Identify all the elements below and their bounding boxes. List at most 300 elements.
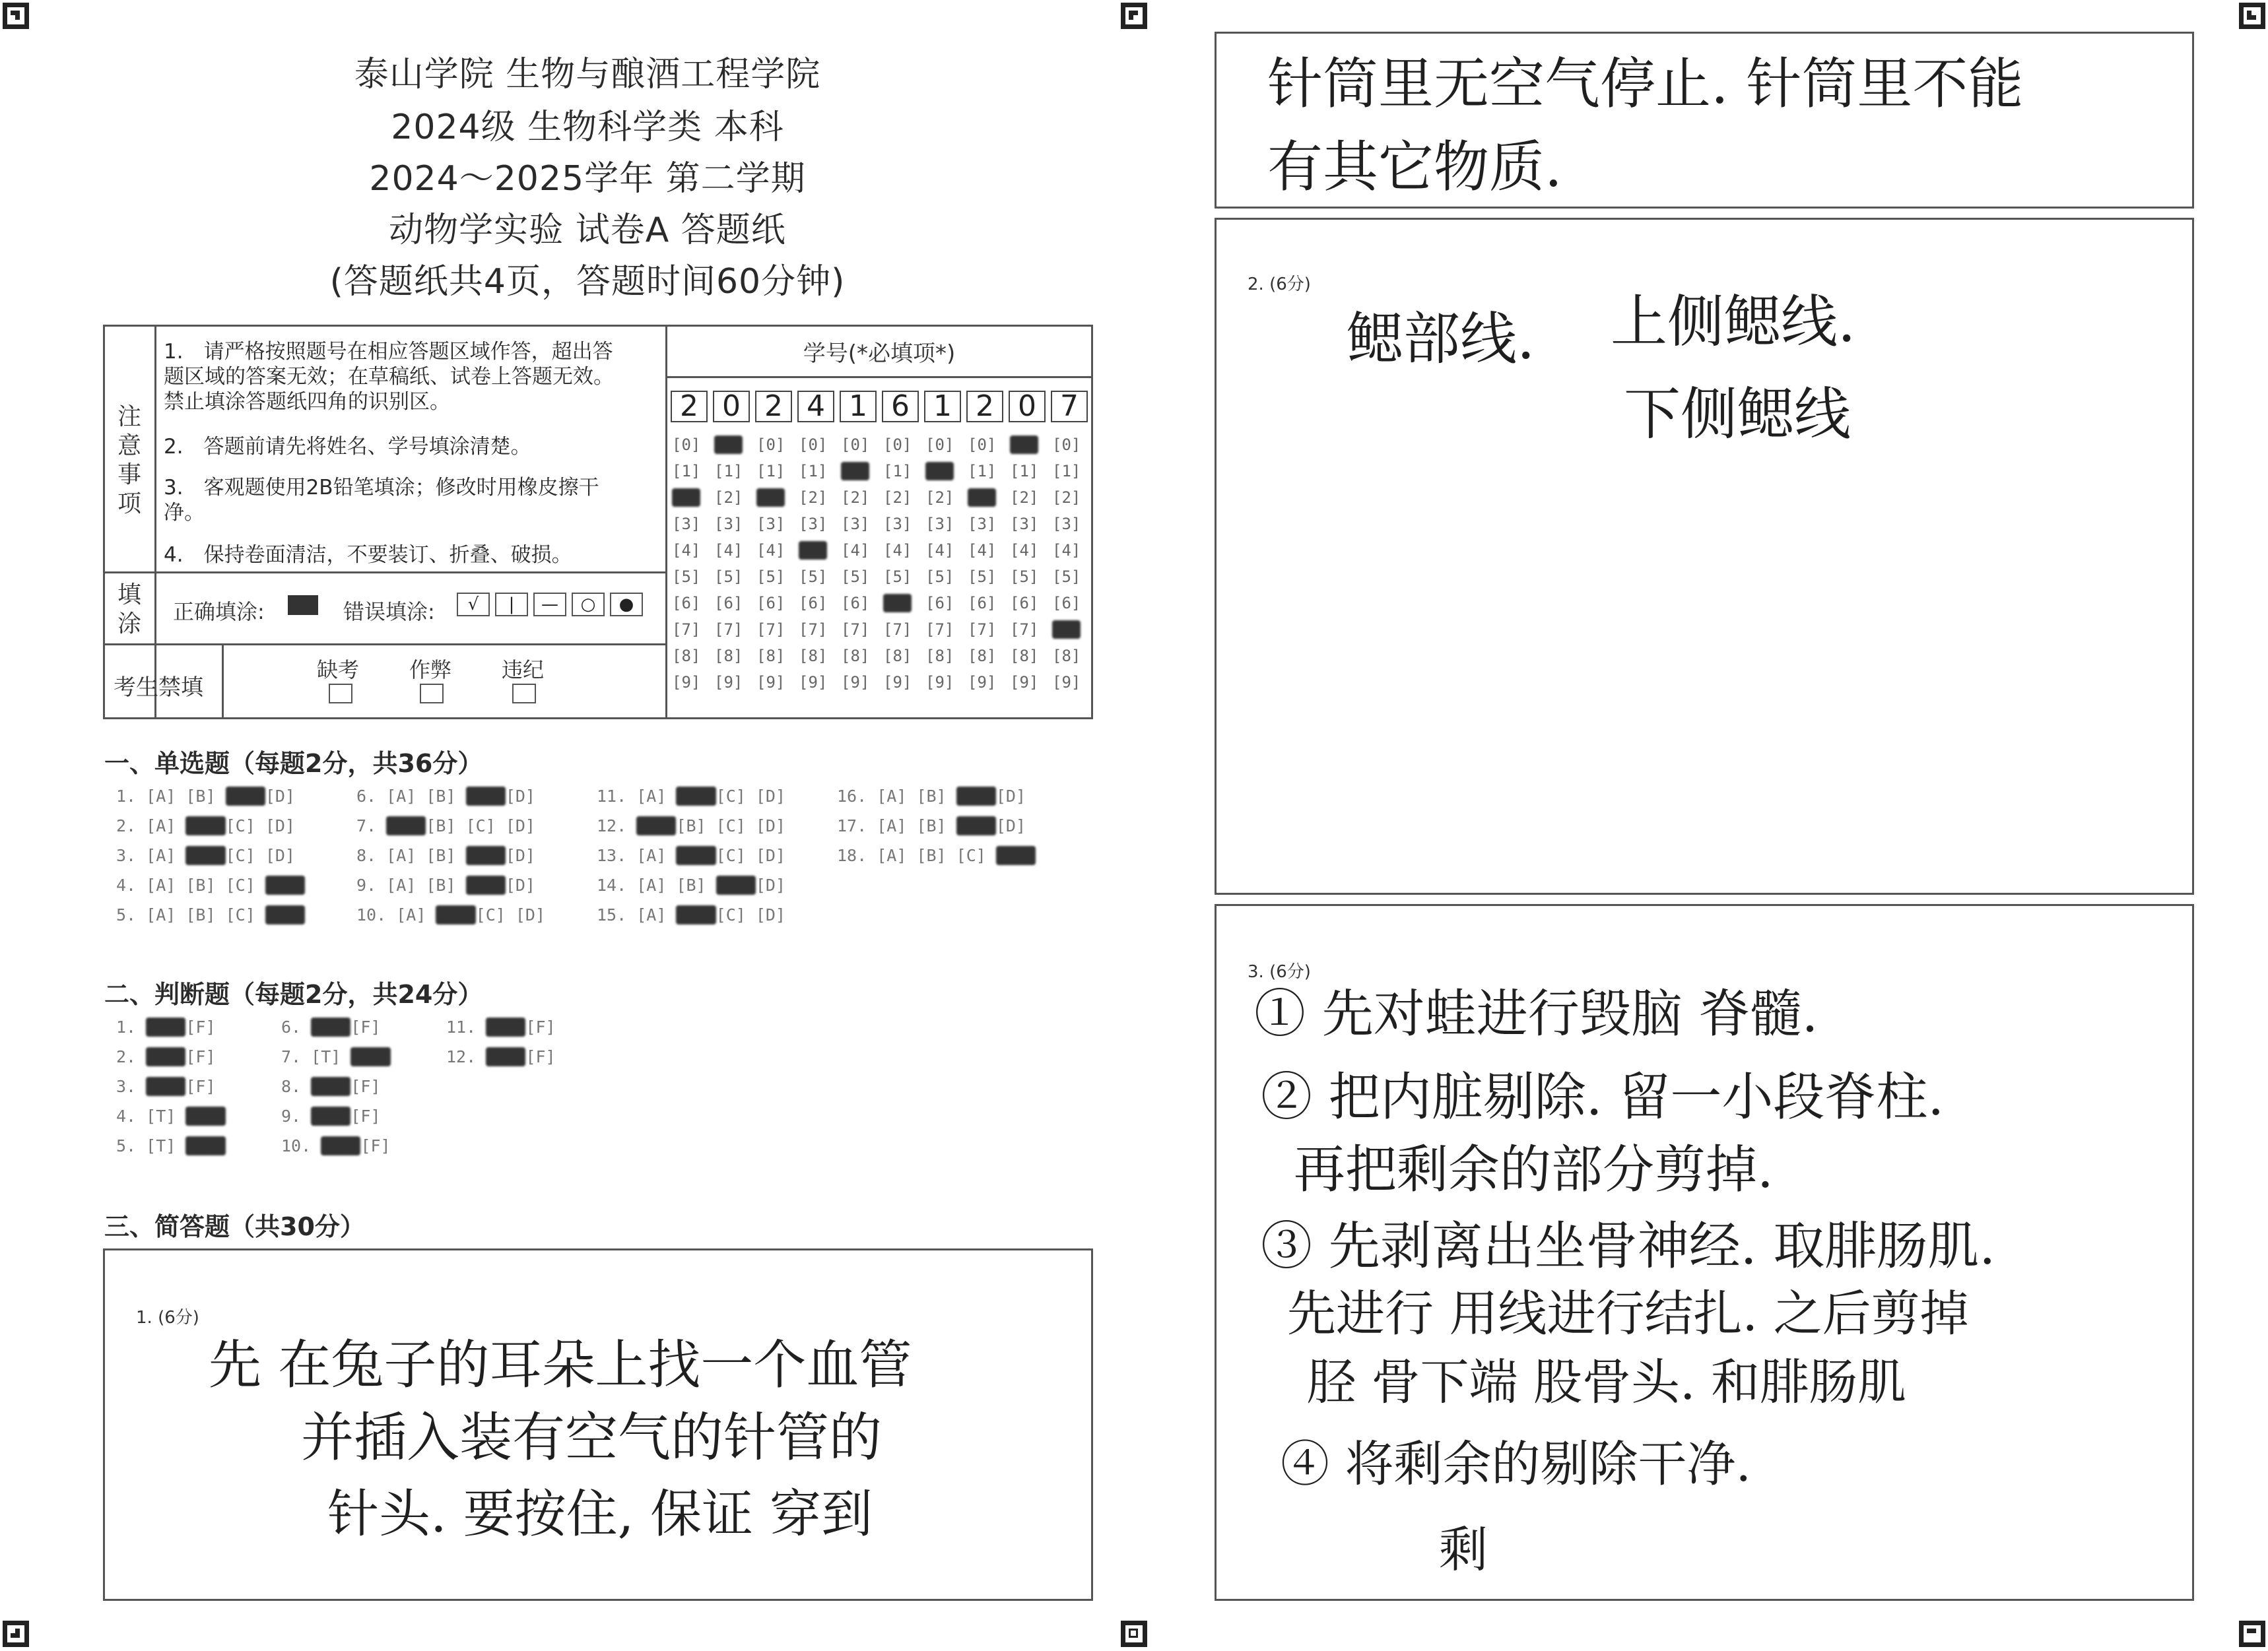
correct-fill-example	[288, 595, 318, 615]
answer-bubble-a: [A]	[386, 787, 426, 806]
notes-item-4: 4. 保持卷面清洁，不要装订、折叠、破损。	[164, 543, 572, 567]
answer-bubble-a: [A]	[636, 787, 677, 806]
single-choice-question	[116, 816, 305, 835]
wrong-fill-label: 错误填涂:	[343, 599, 435, 624]
id-bubble: [8]	[968, 647, 997, 665]
answer-bubble-t: [T]	[311, 1018, 351, 1037]
answer-bubble-d: [D]	[265, 846, 306, 865]
id-bubble: [8]	[714, 647, 743, 665]
id-bubble: [6]	[799, 594, 828, 612]
answer-bubble-a: [A]	[396, 905, 436, 924]
registration-mark-top-right	[2239, 3, 2265, 29]
judgement-question	[116, 1018, 226, 1037]
id-bubble: [5]	[1052, 567, 1081, 586]
answer-bubble-a: [A]	[877, 816, 917, 835]
answer-bubble-f: [F]	[185, 1018, 226, 1037]
question-number: 12.	[597, 816, 637, 835]
answer-bubble-c: [C]	[225, 876, 265, 895]
answer-bubble-d: [D]	[515, 905, 556, 924]
answer-bubble-c: [C]	[956, 816, 996, 835]
answer-bubble-d: [D]	[755, 816, 796, 835]
id-bubble: [9]	[1052, 673, 1081, 692]
id-bubble: [7]	[714, 620, 743, 639]
answer-bubble-d: [D]	[505, 846, 546, 865]
answer-bubble-f: [F]	[350, 1077, 391, 1096]
student-id-digit: 4	[797, 391, 834, 422]
question-number: 6.	[281, 1018, 312, 1037]
id-bubble: [7]	[841, 620, 870, 639]
id-bubble: [1]	[756, 462, 785, 480]
q1-handwriting-line-1: 先 在兔子的耳朵上找一个血管	[209, 1334, 912, 1396]
id-bubble: [2]	[714, 488, 743, 507]
answer-bubble-b: [B]	[185, 787, 226, 806]
id-bubble: [3]	[714, 515, 743, 533]
answer-bubble-a: [A]	[386, 846, 426, 865]
answer-bubble-a: [A]	[146, 905, 186, 924]
id-bubble: [9]	[756, 673, 785, 692]
id-bubble: [7]	[968, 620, 997, 639]
q1-handwriting-line-3: 针头. 要按住, 保证 穿到	[327, 1485, 873, 1544]
id-bubble: [2]	[672, 488, 701, 507]
answer-bubble-a: [A]	[636, 846, 677, 865]
q3-handwriting-line-2: ② 把内脏剔除. 留一小段脊柱.	[1261, 1068, 1945, 1127]
answer-bubble-b: [B]	[676, 816, 716, 835]
id-bubble: [8]	[925, 647, 954, 665]
student-id-digit: 2	[755, 391, 792, 422]
answer-bubble-a: [A]	[146, 816, 186, 835]
judgement-question	[281, 1047, 391, 1066]
answer-bubble-c: [C]	[225, 787, 265, 806]
id-bubble: [3]	[925, 515, 954, 533]
school-title: 泰山学院 生物与酿酒工程学院	[354, 55, 821, 94]
answer-bubble-d: [D]	[265, 876, 306, 895]
id-bubble: [7]	[925, 620, 954, 639]
id-bubble: [8]	[1052, 647, 1081, 665]
id-bubble: [0]	[714, 436, 743, 454]
answer-bubble-b: [B]	[185, 846, 226, 865]
id-bubble: [6]	[883, 594, 912, 612]
answer-bubble-c: [C]	[225, 816, 265, 835]
id-bubble: [4]	[925, 541, 954, 560]
id-bubble: [1]	[841, 462, 870, 480]
absent-checkbox	[329, 684, 352, 703]
question-number: 3.	[116, 846, 147, 865]
question-number: 3.	[116, 1077, 147, 1096]
answer-bubble-b: [B]	[426, 816, 466, 835]
answer-bubble-c: [C]	[465, 876, 506, 895]
q3-handwriting-line-4: ③ 先剥离出坐骨神经. 取腓肠肌.	[1261, 1217, 1996, 1276]
registration-mark-top-center	[1121, 3, 1147, 29]
id-bubble: [8]	[756, 647, 785, 665]
id-bubble: [0]	[756, 436, 785, 454]
notes-item-2: 2. 答题前请先将姓名、学号填涂清楚。	[164, 435, 531, 459]
id-bubble: [3]	[799, 515, 828, 533]
id-bubble: [4]	[756, 541, 785, 560]
question-number: 14.	[597, 876, 637, 895]
answer-bubble-d: [D]	[995, 816, 1036, 835]
student-id-label: 学号(*必填项*)	[803, 340, 956, 367]
question-number: 11.	[446, 1018, 486, 1037]
answer-bubble-c: [C]	[716, 816, 756, 835]
id-bubble: [9]	[841, 673, 870, 692]
judgement-answers	[116, 1018, 1093, 1169]
student-id-digit: 7	[1051, 391, 1088, 422]
judgement-question	[446, 1018, 566, 1037]
single-choice-question	[356, 846, 545, 865]
id-bubble: [1]	[1052, 462, 1081, 480]
id-bubble: [9]	[883, 673, 912, 692]
answer-bubble-f: [F]	[525, 1018, 566, 1037]
wrong-symbol-bar: |	[495, 593, 528, 616]
answer-bubble-t: [T]	[486, 1018, 526, 1037]
notes-label: 注意事项	[117, 403, 141, 517]
forbidden-cheat-label: 作弊	[409, 657, 452, 682]
answer-bubble-d: [D]	[505, 816, 546, 835]
q2-handwriting-line-2: 上侧鳃线.	[1611, 289, 1856, 355]
answer-bubble-b: [B]	[676, 787, 716, 806]
id-bubble: [9]	[672, 673, 701, 692]
judgement-question	[116, 1136, 226, 1155]
question-number: 12.	[446, 1047, 486, 1066]
question-number: 4.	[116, 1107, 147, 1126]
registration-mark-bottom-center	[1121, 1621, 1147, 1647]
id-bubble: [9]	[1010, 673, 1039, 692]
id-bubble: [1]	[925, 462, 954, 480]
id-bubble: [2]	[1052, 488, 1081, 507]
short-answer-title: 三、简答题（共30分）	[104, 1212, 365, 1241]
single-choice-question	[837, 787, 1036, 806]
id-bubble: [0]	[883, 436, 912, 454]
grade-title: 2024级 生物科学类 本科	[391, 108, 784, 147]
q3-handwriting-line-3: 再把剩余的部分剪掉.	[1294, 1140, 1774, 1200]
id-bubble: [5]	[925, 567, 954, 586]
q1-cont-handwriting-line-2: 有其它物质.	[1267, 135, 1562, 199]
id-bubble: [1]	[672, 462, 701, 480]
id-bubble: [9]	[925, 673, 954, 692]
id-bubble: [3]	[968, 515, 997, 533]
student-id-digit: 0	[713, 391, 750, 422]
answer-bubble-b: [B]	[916, 787, 956, 806]
single-choice-question	[597, 846, 795, 865]
answer-bubble-f: [F]	[350, 1018, 391, 1037]
q1-cont-handwriting-line-1: 针筒里无空气停止. 针筒里不能	[1267, 51, 2024, 116]
id-bubble: [3]	[672, 515, 701, 533]
id-bubble: [6]	[672, 594, 701, 612]
term-title: 2024～2025学年 第二学期	[369, 159, 806, 199]
answer-bubble-f: [F]	[350, 1047, 391, 1066]
judgement-question	[116, 1107, 226, 1126]
id-bubble: [1]	[968, 462, 997, 480]
id-bubble: [9]	[799, 673, 828, 692]
answer-bubble-a: [A]	[877, 846, 917, 865]
question-number: 16.	[837, 787, 877, 806]
answer-bubble-d: [D]	[265, 905, 306, 924]
question-number: 1.	[116, 1018, 147, 1037]
id-bubble: [7]	[883, 620, 912, 639]
id-bubble: [0]	[841, 436, 870, 454]
violation-checkbox	[512, 684, 536, 703]
id-bubble: [1]	[714, 462, 743, 480]
id-bubble: [5]	[672, 567, 701, 586]
single-choice-question	[597, 816, 795, 835]
q1-handwriting-line-2: 并插入装有空气的针管的	[301, 1407, 882, 1468]
answer-bubble-d: [D]	[755, 876, 796, 895]
judgement-question	[116, 1077, 226, 1096]
answer-bubble-t: [T]	[321, 1136, 361, 1155]
id-bubble: [4]	[968, 541, 997, 560]
q2-handwriting-line-1: 鳃部线.	[1347, 306, 1535, 372]
notes-item-1: 1. 请严格按照题号在相应答题区域作答，超出答题区域的答案无效；在草稿纸、试卷上答题无效。禁止填涂答题纸四角的识别区。	[164, 340, 614, 414]
correct-fill-label: 正确填涂:	[173, 599, 265, 624]
question-number: 11.	[597, 787, 637, 806]
wrong-symbol-dash: —	[533, 593, 566, 616]
question-number: 13.	[597, 846, 637, 865]
id-bubble: [3]	[883, 515, 912, 533]
answer-bubble-a: [A]	[636, 876, 677, 895]
id-bubble: [6]	[841, 594, 870, 612]
id-bubble: [4]	[1052, 541, 1081, 560]
answer-bubble-b: [B]	[916, 846, 956, 865]
id-bubble: [5]	[883, 567, 912, 586]
judgement-question	[281, 1136, 401, 1155]
student-id-digit: 2	[966, 391, 1003, 422]
student-id-digit: 2	[671, 391, 708, 422]
question-number: 6.	[356, 787, 387, 806]
notes-item-3: 3. 客观题使用2B铅笔填涂；修改时用橡皮擦干净。	[164, 476, 599, 525]
id-bubble: [1]	[883, 462, 912, 480]
answer-bubble-c: [C]	[225, 905, 265, 924]
answer-bubble-t: [T]	[311, 1107, 351, 1126]
answer-bubble-b: [B]	[185, 816, 226, 835]
question-number: 9.	[356, 876, 387, 895]
id-bubble: [6]	[925, 594, 954, 612]
question-number: 18.	[837, 846, 877, 865]
q1-label: 1. (6分)	[136, 1308, 199, 1328]
wrong-fill-examples	[457, 593, 655, 619]
q2-label: 2. (6分)	[1248, 275, 1311, 294]
id-bubble: [4]	[799, 541, 828, 560]
answer-bubble-d: [D]	[995, 787, 1036, 806]
question-number: 4.	[116, 876, 147, 895]
answer-bubble-t: [T]	[146, 1047, 186, 1066]
answer-bubble-b: [B]	[426, 876, 466, 895]
single-choice-question	[116, 876, 305, 895]
student-id-bubbles	[669, 436, 1092, 706]
id-bubble: [6]	[756, 594, 785, 612]
single-choice-question	[597, 787, 795, 806]
exam-subtitle: (答题纸共4页，答题时间60分钟)	[329, 262, 846, 302]
id-bubble: [5]	[1010, 567, 1039, 586]
id-bubble: [8]	[1010, 647, 1039, 665]
answer-bubble-c: [C]	[465, 787, 506, 806]
answer-bubble-c: [C]	[225, 846, 265, 865]
judgement-question	[281, 1018, 391, 1037]
answer-bubble-d: [D]	[995, 846, 1036, 865]
single-choice-question	[116, 905, 305, 924]
id-bubble: [4]	[841, 541, 870, 560]
id-bubble: [7]	[672, 620, 701, 639]
answer-bubble-f: [F]	[185, 1107, 226, 1126]
single-choice-question	[356, 905, 555, 924]
single-choice-question	[356, 816, 545, 835]
answer-bubble-t: [T]	[146, 1107, 186, 1126]
registration-mark-top-left	[3, 3, 29, 29]
q3-handwriting-line-7: ④ 将剩余的剔除干净.	[1281, 1436, 1752, 1493]
id-bubble: [8]	[883, 647, 912, 665]
judgement-question	[281, 1077, 391, 1096]
id-bubble: [7]	[799, 620, 828, 639]
answer-bubble-a: [A]	[386, 876, 426, 895]
id-bubble: [5]	[968, 567, 997, 586]
registration-mark-bottom-left	[3, 1621, 29, 1647]
id-bubble: [4]	[672, 541, 701, 560]
forbidden-violation-label: 违纪	[502, 657, 545, 682]
id-bubble: [9]	[968, 673, 997, 692]
answer-bubble-d: [D]	[505, 876, 546, 895]
answer-bubble-c: [C]	[956, 787, 996, 806]
answer-bubble-c: [C]	[716, 787, 756, 806]
answer-bubble-c: [C]	[475, 905, 516, 924]
single-choice-question	[116, 846, 305, 865]
answer-bubble-f: [F]	[350, 1107, 391, 1126]
q3-handwriting-line-6: 胫 骨下端 股骨头. 和腓肠肌	[1307, 1354, 1907, 1411]
judgement-question	[116, 1047, 226, 1066]
answer-bubble-a: [A]	[146, 787, 186, 806]
id-bubble: [2]	[1010, 488, 1039, 507]
student-id-digit: 1	[924, 391, 961, 422]
answer-bubble-b: [B]	[676, 905, 716, 924]
id-bubble: [0]	[799, 436, 828, 454]
answer-bubble-d: [D]	[265, 787, 306, 806]
student-id-digit: 1	[840, 391, 877, 422]
answer-bubble-t: [T]	[146, 1136, 186, 1155]
question-number: 10.	[356, 905, 397, 924]
answer-bubble-d: [D]	[265, 816, 306, 835]
single-choice-question	[597, 876, 795, 895]
id-bubble: [0]	[968, 436, 997, 454]
question-number: 8.	[281, 1077, 312, 1096]
answer-bubble-b: [B]	[436, 905, 476, 924]
q3-label: 3. (6分)	[1248, 962, 1311, 982]
single-choice-title: 一、单选题（每题2分，共36分）	[104, 749, 483, 778]
answer-bubble-t: [T]	[146, 1018, 186, 1037]
q3-handwriting-line-1: ① 先对蛙进行毁脑 脊髓.	[1254, 985, 1818, 1044]
id-bubble: [6]	[968, 594, 997, 612]
id-bubble: [2]	[756, 488, 785, 507]
question-number: 5.	[116, 1136, 147, 1155]
student-id-digit: 6	[882, 391, 919, 422]
cheat-checkbox	[420, 684, 444, 703]
question-number: 2.	[116, 1047, 147, 1066]
judgement-question	[281, 1107, 391, 1126]
answer-bubble-b: [B]	[916, 816, 956, 835]
id-bubble: [8]	[672, 647, 701, 665]
id-bubble: [9]	[714, 673, 743, 692]
question-number: 1.	[116, 787, 147, 806]
single-choice-question	[356, 876, 545, 895]
answer-bubble-d: [D]	[755, 846, 796, 865]
id-bubble: [8]	[841, 647, 870, 665]
id-bubble: [8]	[799, 647, 828, 665]
id-bubble: [5]	[756, 567, 785, 586]
answer-bubble-c: [C]	[716, 846, 756, 865]
id-bubble: [0]	[1010, 436, 1039, 454]
single-choice-question	[597, 905, 795, 924]
answer-bubble-c: [C]	[465, 846, 506, 865]
id-bubble: [0]	[1052, 436, 1081, 454]
id-bubble: [3]	[841, 515, 870, 533]
registration-mark-bottom-right	[2239, 1621, 2265, 1647]
id-bubble: [3]	[1052, 515, 1081, 533]
id-bubble: [6]	[1052, 594, 1081, 612]
id-bubble: [4]	[714, 541, 743, 560]
answer-bubble-f: [F]	[360, 1136, 401, 1155]
forbidden-label: 考生禁填	[114, 674, 203, 701]
answer-bubble-a: [A]	[386, 816, 426, 835]
exam-title: 动物学实验 试卷A 答题纸	[389, 210, 786, 250]
wrong-symbol-dot: ●	[610, 593, 643, 616]
q2-handwriting-line-3: 下侧鳃线	[1624, 381, 1851, 447]
id-bubble: [4]	[883, 541, 912, 560]
id-bubble: [7]	[1010, 620, 1039, 639]
id-bubble: [2]	[925, 488, 954, 507]
id-bubble: [5]	[714, 567, 743, 586]
single-choice-question	[837, 846, 1036, 865]
answer-bubble-b: [B]	[676, 876, 716, 895]
student-id-digit: 0	[1009, 391, 1046, 422]
question-number: 8.	[356, 846, 387, 865]
answer-bubble-c: [C]	[716, 876, 756, 895]
question-number: 7.	[356, 816, 387, 835]
id-bubble: [2]	[883, 488, 912, 507]
id-bubble: [2]	[841, 488, 870, 507]
id-bubble: [0]	[925, 436, 954, 454]
answer-bubble-f: [F]	[185, 1136, 226, 1155]
id-bubble: [7]	[1052, 620, 1081, 639]
answer-bubble-t: [T]	[486, 1047, 526, 1066]
student-id-digits	[669, 391, 1092, 425]
answer-bubble-a: [A]	[146, 846, 186, 865]
judgement-title: 二、判断题（每题2分，共24分）	[104, 980, 483, 1009]
answer-bubble-d: [D]	[755, 787, 796, 806]
id-bubble: [0]	[672, 436, 701, 454]
single-choice-question	[116, 787, 305, 806]
q3-handwriting-line-5: 先进行 用线进行结扎. 之后剪掉	[1287, 1285, 1969, 1342]
id-bubble: [2]	[968, 488, 997, 507]
answer-bubble-b: [B]	[185, 876, 226, 895]
single-choice-question	[356, 787, 545, 806]
question-number: 10.	[281, 1136, 321, 1155]
wrong-symbol-check: √	[457, 593, 490, 616]
id-bubble: [1]	[1010, 462, 1039, 480]
answer-bubble-a: [A]	[636, 816, 677, 835]
answer-bubble-t: [T]	[146, 1077, 186, 1096]
answer-bubble-t: [T]	[311, 1047, 351, 1066]
answer-bubble-a: [A]	[146, 876, 186, 895]
question-number: 9.	[281, 1107, 312, 1126]
id-bubble: [6]	[714, 594, 743, 612]
answer-bubble-f: [F]	[185, 1077, 226, 1096]
id-bubble: [5]	[799, 567, 828, 586]
answer-bubble-b: [B]	[426, 787, 466, 806]
fill-label: 填涂	[117, 581, 141, 637]
question-number: 7.	[281, 1047, 312, 1066]
question-number: 17.	[837, 816, 877, 835]
question-number: 15.	[597, 905, 637, 924]
answer-bubble-a: [A]	[877, 787, 917, 806]
id-bubble: [2]	[799, 488, 828, 507]
id-bubble: [7]	[756, 620, 785, 639]
